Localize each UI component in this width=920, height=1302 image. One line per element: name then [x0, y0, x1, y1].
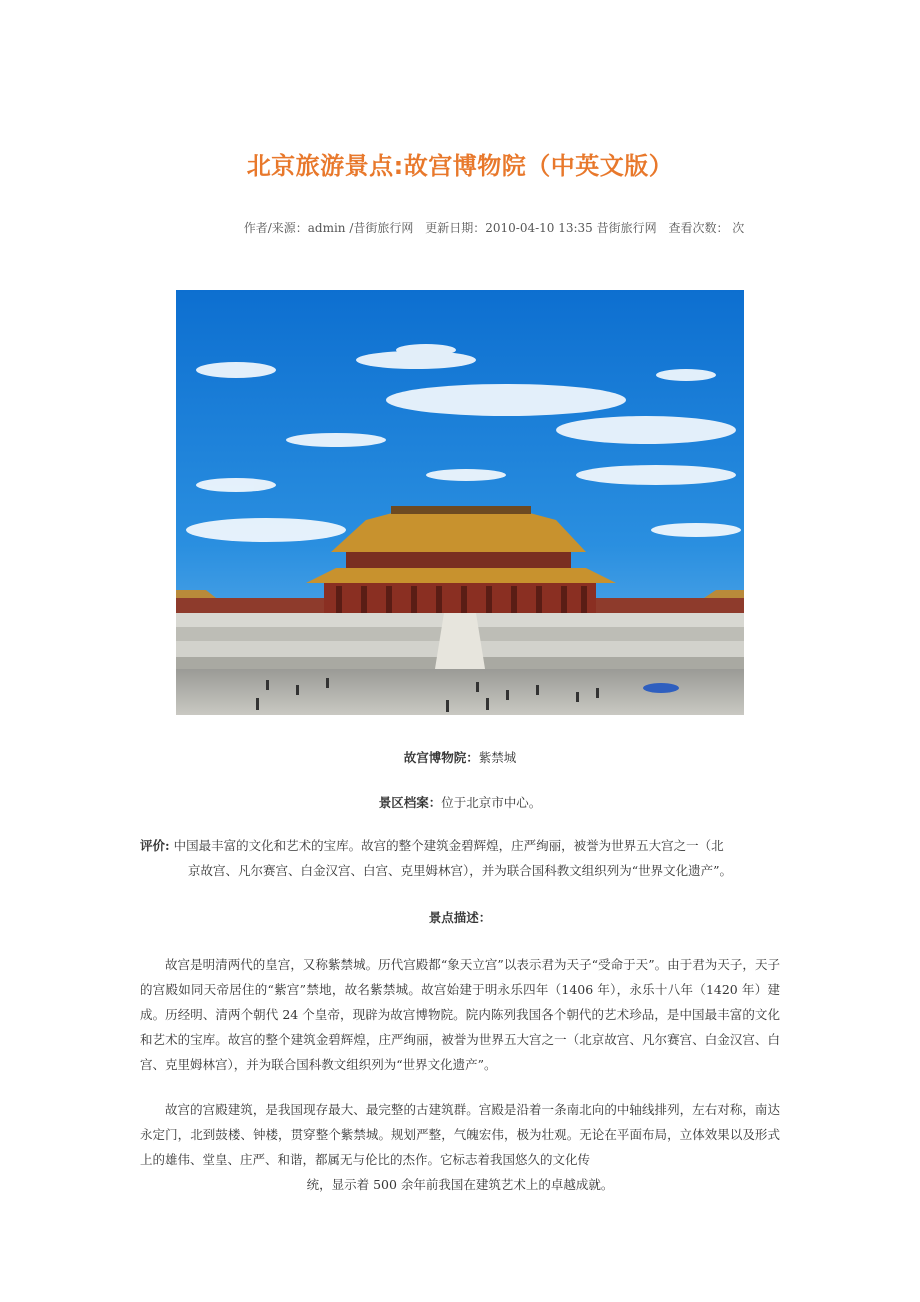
author-source: 作者/来源：admin /昔街旅行网	[243, 221, 414, 235]
review-label: 评价:	[140, 838, 170, 853]
description-label: 景点描述：	[428, 910, 492, 925]
archive-value: 位于北京市中心。	[441, 795, 542, 810]
museum-label: 故宫博物院：	[403, 750, 479, 765]
review-text-1: 中国最丰富的文化和艺术的宝库。故宫的整个建筑金碧辉煌，庄严绚丽，被誉为世界五大宫之一（北	[169, 838, 724, 853]
description-paragraph-2-main: 故宫的宫殿建筑，是我国现存最大、最完整的古建筑群。宫殿是沿着一条南北向的中轴线排列，左右对称，南达永定门，北到鼓楼、钟楼，贯穿整个紫禁城。规划严整，气魄宏伟，极为壮观。无论在平面布局，立体效果以及形式上的雄伟、堂皇、庄严、和谐，都属无与伦比的杰作。它标志着我国悠久的文化传	[140, 1102, 780, 1167]
archive-label: 景区档案：	[378, 795, 442, 810]
update-date: 更新日期：2010-04-10 13:35 昔街旅行网	[425, 221, 657, 235]
view-count: 查看次数： 次	[668, 221, 745, 235]
review-paragraph	[140, 833, 780, 883]
museum-caption	[0, 748, 920, 766]
review-text-2: 京故宫、凡尔赛宫、白金汉宫、白宫、克里姆林宫），并为联合国科教文组织列为“世界文化遗产”。	[187, 863, 733, 878]
archive-caption	[0, 793, 920, 811]
description-heading	[0, 908, 920, 926]
article-meta	[0, 219, 920, 236]
forbidden-city-photo	[176, 290, 744, 715]
description-paragraph-2-tail: 统，显示着 500 余年前我国在建筑艺术上的卓越成就。	[306, 1177, 614, 1192]
museum-value: 紫禁城	[478, 750, 517, 765]
page-title: 北京旅游景点:故宫博物院（中英文版）	[246, 152, 674, 180]
description-paragraph-1: 故宫是明清两代的皇宫，又称紫禁城。历代宫殿都“象天立宫”以表示君为天子“受命于天”。由于君为天子，天子的宫殿如同天帝居住的“紫宫”禁地，故名紫禁城。故宫始建于明永乐四年（1406 年），永乐十八年（1420 年）建成。历经明、清两个朝代 24 个皇帝，现辟为故宫博物院。院内陈列我国各个朝代的艺术珍品，是中国最丰富的文化和艺术的宝库。故宫的整个建筑金碧辉煌，庄严绚丽，被誉为世界五大宫之一（北京故宫、凡尔赛宫、白金汉宫、白宫、克里姆林宫），并为联合国科教文组织列为“世界文化遗产”。	[140, 957, 780, 1072]
description-paragraph-2	[140, 1097, 780, 1197]
